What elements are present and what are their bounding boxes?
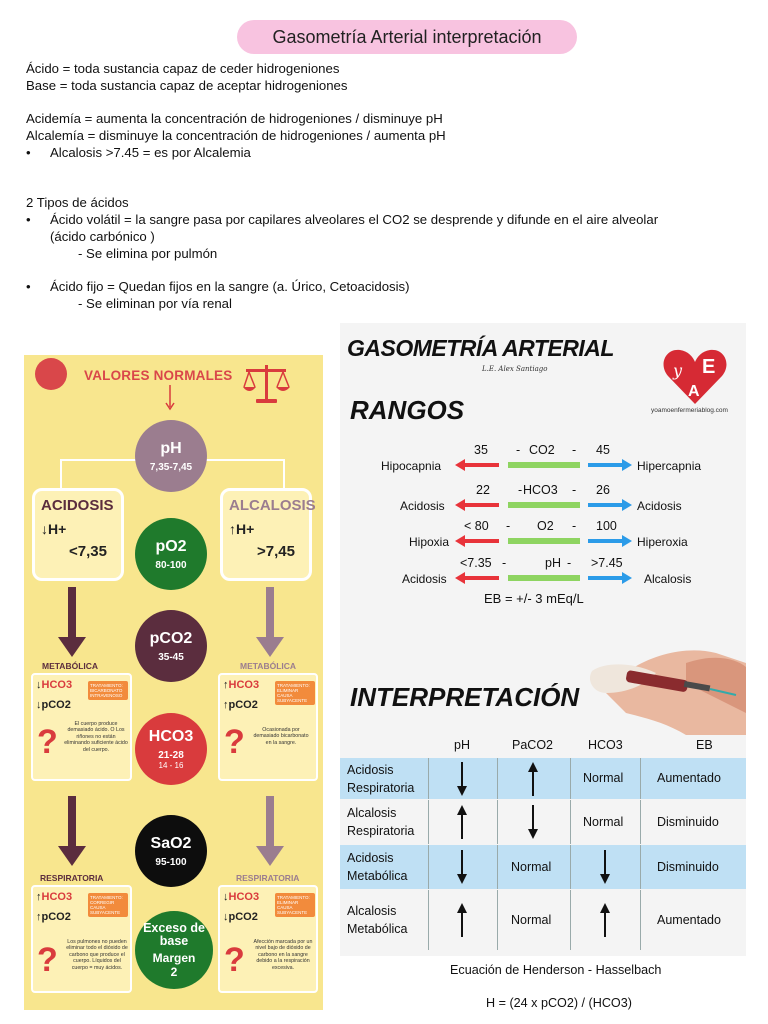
row-name-line2: Metabólica	[347, 922, 408, 936]
range-param: HCO3	[523, 483, 558, 497]
up-arrow-icon	[528, 762, 538, 796]
respiratoria-label-alca: RESPIRATORIA	[236, 873, 300, 883]
range-high: >7.45	[591, 556, 623, 570]
row-name-line1: Acidosis	[347, 851, 394, 865]
note-volatil: Ácido volátil = la sangre pasa por capilares alveolares el CO2 se desprende y difunde en el aire alveolar	[50, 212, 659, 228]
down-arrow-icon	[164, 385, 176, 411]
question-icon: ?	[37, 941, 58, 979]
ph-circle	[135, 420, 207, 492]
alcalosis-title: ALCALOSIS	[229, 497, 316, 514]
row-name-line2: Metabólica	[347, 869, 408, 883]
range-left-label: Acidosis	[400, 499, 445, 513]
range-right-label: Hipercapnia	[637, 459, 702, 473]
sao2-value: 95-100	[155, 856, 187, 868]
alcalosis-respiratoria-box	[218, 885, 318, 993]
alca-met-treatment: TRATAMIENTO: ELIMINAR CAUSA SUBYACENTE	[275, 681, 315, 705]
down-arrow-icon	[457, 762, 467, 796]
row-name-line1: Alcalosis	[347, 806, 397, 820]
tree-connector	[60, 459, 62, 489]
website-label: yoamoenfermeriablog.com	[651, 407, 728, 414]
range-dash: -	[572, 519, 577, 533]
logo-letter: A	[688, 383, 700, 400]
bullet-marker: •	[26, 212, 31, 228]
acidosis-box	[32, 488, 124, 581]
rangos-title: RANGOS	[350, 395, 465, 425]
acid-met-pco2-label: pCO2	[41, 699, 71, 711]
row-name	[347, 761, 414, 797]
note-alcalosis: Alcalosis >7.45 = es por Alcalemia	[50, 144, 251, 160]
question-icon: ?	[224, 941, 245, 979]
hco3-label: HCO3	[148, 728, 194, 745]
respiratoria-label-acid: RESPIRATORIA	[40, 873, 104, 883]
gasometria-title: GASOMETRÍA ARTERIAL	[347, 335, 614, 361]
red-left-arrow-icon	[455, 499, 499, 511]
alca-met-text: Ocasionada por demasiado bicarbonato en la sangre.	[253, 727, 309, 746]
down-arrow-icon	[457, 850, 467, 884]
alca-resp-hco3	[223, 891, 259, 903]
alca-met-pco2	[223, 699, 258, 711]
cell-hco3: Normal	[583, 814, 624, 829]
acidosis-respiratoria-box	[31, 885, 132, 993]
valores-normales-infographic	[24, 355, 323, 1010]
note-fijo: Ácido fijo = Quedan fijos en la sangre (a. Úrico, Cetoacidosis)	[50, 279, 410, 295]
alca-resp-pco2	[223, 911, 258, 923]
down-arrow-icon	[528, 805, 538, 839]
alcalosis-h: ↑H+	[229, 521, 255, 537]
column-divider	[428, 845, 429, 889]
cell-eb: Disminuido	[657, 814, 719, 829]
down-arrow-icon	[256, 796, 284, 866]
acidosis-title: ACIDOSIS	[41, 497, 114, 514]
range-right-label: Alcalosis	[644, 572, 692, 586]
question-icon: ?	[37, 723, 58, 761]
pco2-label: pCO2	[149, 629, 193, 647]
column-divider	[640, 845, 641, 889]
eb-margin-label: Margen	[152, 950, 196, 965]
range-right-label: Hiperoxia	[637, 535, 688, 549]
range-low: < 80	[464, 519, 489, 533]
acid-met-text: El cuerpo produce demasiado ácido. O Los riñones no están eliminando suficiente ácido del cuerpo.	[64, 721, 128, 753]
heart-logo-icon	[662, 346, 728, 406]
pco2-circle	[135, 610, 207, 682]
row-name-line2: Respiratoria	[347, 780, 415, 795]
range-dash: -	[567, 556, 572, 570]
balance-scale-icon	[242, 361, 290, 407]
column-divider	[640, 890, 641, 950]
col-header-hco3: HCO3	[588, 738, 623, 752]
range-dash: -	[516, 443, 521, 457]
blue-right-arrow-icon	[588, 459, 632, 471]
column-divider	[640, 800, 641, 844]
cell-eb: Disminuido	[657, 859, 719, 874]
down-arrow-icon	[256, 587, 284, 657]
arrow-icon: ↑	[36, 911, 42, 923]
note-acido: Ácido = toda sustancia capaz de ceder hidrogeniones	[26, 61, 340, 76]
table-row	[340, 758, 746, 799]
table-row	[340, 800, 746, 844]
arrow-icon: ↑	[223, 699, 229, 711]
red-left-arrow-icon	[455, 535, 499, 547]
acid-resp-text: Los pulmones no pueden eliminar todo el dióxido de carbono que produce el cuerpo. Líquidos del cuerpo = muy ácidos.	[66, 939, 128, 971]
acid-resp-treatment: TRATAMIENTO: CORREGIR CAUSA SUBYACENTE	[88, 893, 128, 917]
arrow-icon: ↓	[223, 891, 229, 903]
row-name	[347, 902, 407, 938]
note-base: Base = toda sustancia capaz de aceptar hidrogeniones	[26, 77, 348, 93]
down-arrow-icon	[58, 587, 86, 657]
cell-paco2: Normal	[511, 859, 552, 874]
range-low: 35	[474, 443, 488, 457]
valores-normales-title: VALORES NORMALES	[84, 368, 233, 383]
arrow-icon: ↓	[36, 679, 42, 691]
column-divider	[640, 758, 641, 799]
range-right-label: Acidosis	[637, 499, 682, 513]
po2-label: pO2	[155, 537, 187, 555]
acid-resp-pco2	[36, 911, 71, 923]
cell-hco3: Normal	[583, 771, 624, 785]
column-divider	[428, 758, 429, 799]
column-divider	[570, 758, 571, 799]
range-dash: -	[518, 483, 523, 497]
range-high: 26	[596, 483, 610, 497]
arterial-puncture-photo	[566, 623, 746, 735]
tree-connector	[283, 459, 285, 489]
acid-met-hco3	[36, 679, 72, 691]
acid-met-treatment: TRATAMIENTO: BICARBONATO INTRAVENOSO	[88, 681, 128, 700]
range-normal-bar	[508, 502, 580, 508]
range-dash: -	[502, 556, 507, 570]
up-arrow-icon	[457, 903, 467, 937]
eb-circle	[135, 911, 213, 989]
gasometria-arterial-infographic	[340, 323, 746, 956]
ph-value: 7,35-7,45	[149, 461, 193, 473]
eb-range: EB = +/- 3 mEq/L	[484, 591, 584, 606]
col-header-eb: EB	[696, 738, 713, 752]
range-high: 45	[596, 443, 610, 457]
eb-label: Exceso de base	[143, 920, 205, 948]
acid-resp-pco2-label: pCO2	[41, 911, 71, 923]
equation-formula: H = (24 x pCO2) / (HCO3)	[486, 996, 632, 1010]
acidosis-h: ↓H+	[41, 521, 67, 537]
alcalosis-box	[220, 488, 316, 581]
down-arrow-icon	[600, 850, 610, 884]
column-divider	[497, 845, 498, 889]
po2-circle	[135, 518, 207, 590]
up-arrow-icon	[457, 805, 467, 839]
notes-section	[26, 61, 756, 313]
acid-resp-hco3	[36, 891, 72, 903]
note-tipos: 2 Tipos de ácidos	[26, 195, 129, 211]
acid-met-hco3-label: HCO3	[41, 679, 73, 691]
down-arrow-icon	[58, 796, 86, 866]
range-left-label: Hipocapnia	[381, 459, 442, 473]
range-left-label: Hipoxia	[409, 535, 450, 549]
ph-label: pH	[160, 439, 182, 457]
range-normal-bar	[508, 575, 580, 581]
alca-resp-treatment: TRATAMIENTO: ELIMINAR CAUSA SUBYACENTE	[275, 893, 315, 917]
row-name-line1: Acidosis	[347, 762, 394, 777]
acidosis-ph: <7,35	[69, 543, 107, 560]
note-alcalosis-bullet	[26, 145, 756, 162]
bullet-marker: •	[26, 144, 31, 160]
range-dash: -	[506, 519, 511, 533]
logo-letter: E	[702, 356, 716, 378]
arrow-icon: ↑	[36, 891, 42, 903]
arrow-icon: ↑	[223, 679, 229, 691]
po2-value: 80-100	[155, 559, 187, 571]
pco2-value: 35-45	[158, 651, 184, 663]
acid-resp-hco3-label: HCO3	[41, 891, 73, 903]
author-signature: L.E. Alex Santiago	[482, 365, 548, 373]
range-dash: -	[572, 483, 577, 497]
note-volatil-sub: - Se elimina por pulmón	[78, 245, 218, 261]
hco3-circle	[135, 713, 207, 785]
blue-right-arrow-icon	[588, 499, 632, 511]
alca-met-pco2-label: pCO2	[228, 699, 258, 711]
hco3-value: 21-28	[158, 750, 184, 761]
column-divider	[497, 758, 498, 799]
equation-title: Ecuación de Henderson - Hasselbach	[450, 963, 662, 977]
note-acidemia: Acidemía = aumenta la concentración de hidrogeniones / disminuye pH	[26, 111, 443, 127]
blue-right-arrow-icon	[588, 535, 632, 547]
column-divider	[428, 890, 429, 950]
note-fijo-sub: - Se eliminan por vía renal	[78, 296, 232, 312]
acid-met-pco2	[36, 699, 71, 711]
column-divider	[570, 800, 571, 844]
eb-margin-value: 2	[170, 964, 178, 979]
acidosis-metabolica-box	[31, 673, 132, 781]
red-left-arrow-icon	[455, 572, 499, 584]
range-high: 100	[596, 519, 617, 533]
col-header-paco2: PaCO2	[512, 738, 553, 752]
column-divider	[497, 800, 498, 844]
bullet-marker: •	[26, 279, 31, 295]
note-volatil-bullet	[26, 212, 756, 229]
metabolica-label-acid: METABÓLICA	[42, 661, 99, 671]
sao2-circle	[135, 815, 207, 887]
arrow-icon: ↓	[223, 911, 229, 923]
alca-met-hco3	[223, 679, 259, 691]
blood-drop-icon	[35, 358, 67, 390]
column-divider	[570, 845, 571, 889]
range-low: 22	[476, 483, 490, 497]
column-divider	[570, 890, 571, 950]
note-fijo-bullet	[26, 279, 756, 296]
row-name	[347, 849, 407, 885]
row-name-line2: Respiratoria	[347, 824, 415, 838]
column-divider	[428, 800, 429, 844]
range-normal-bar	[508, 462, 580, 468]
blue-right-arrow-icon	[588, 572, 632, 584]
interpretacion-title: INTERPRETACIÓN	[350, 682, 580, 712]
up-arrow-icon	[600, 903, 610, 937]
col-header-ph: pH	[454, 738, 470, 752]
alca-resp-text: Afección marcada por un nivel bajo de dióxido de carbono en la sangre debido a la respiración excesiva.	[253, 939, 313, 971]
range-normal-bar	[508, 538, 580, 544]
range-dash: -	[572, 443, 577, 457]
alca-resp-pco2-label: pCO2	[228, 911, 258, 923]
question-icon: ?	[224, 723, 245, 761]
range-param: CO2	[529, 443, 555, 457]
range-param: pH	[545, 556, 561, 570]
note-alcalemia: Alcalemía = disminuye la concentración de hidrogeniones / aumenta pH	[26, 128, 446, 144]
logo-letter: y	[673, 361, 683, 380]
row-name-line1: Alcalosis	[347, 904, 397, 918]
sao2-label: SaO2	[150, 834, 192, 852]
range-param: O2	[537, 519, 554, 533]
table-row	[340, 890, 746, 950]
alcalosis-ph: >7,45	[257, 543, 295, 560]
column-divider	[497, 890, 498, 950]
cell-eb: Aumentado	[657, 912, 721, 927]
hco3-note: 14 - 16	[158, 761, 184, 770]
cell-eb: Aumentado	[657, 771, 721, 785]
range-left-label: Acidosis	[402, 572, 447, 586]
alca-resp-hco3-label: HCO3	[228, 891, 260, 903]
alca-met-hco3-label: HCO3	[228, 679, 260, 691]
row-name	[347, 804, 414, 840]
red-left-arrow-icon	[455, 459, 499, 471]
range-low: <7.35	[460, 556, 492, 570]
arrow-icon: ↓	[36, 699, 42, 711]
page-title: Gasometría Arterial interpretación	[237, 20, 577, 54]
table-row	[340, 845, 746, 889]
metabolica-label-alca: METABÓLICA	[240, 661, 297, 671]
note-volatil-2: (ácido carbónico )	[50, 228, 155, 244]
alcalosis-metabolica-box	[218, 673, 318, 781]
cell-paco2: Normal	[511, 912, 552, 927]
